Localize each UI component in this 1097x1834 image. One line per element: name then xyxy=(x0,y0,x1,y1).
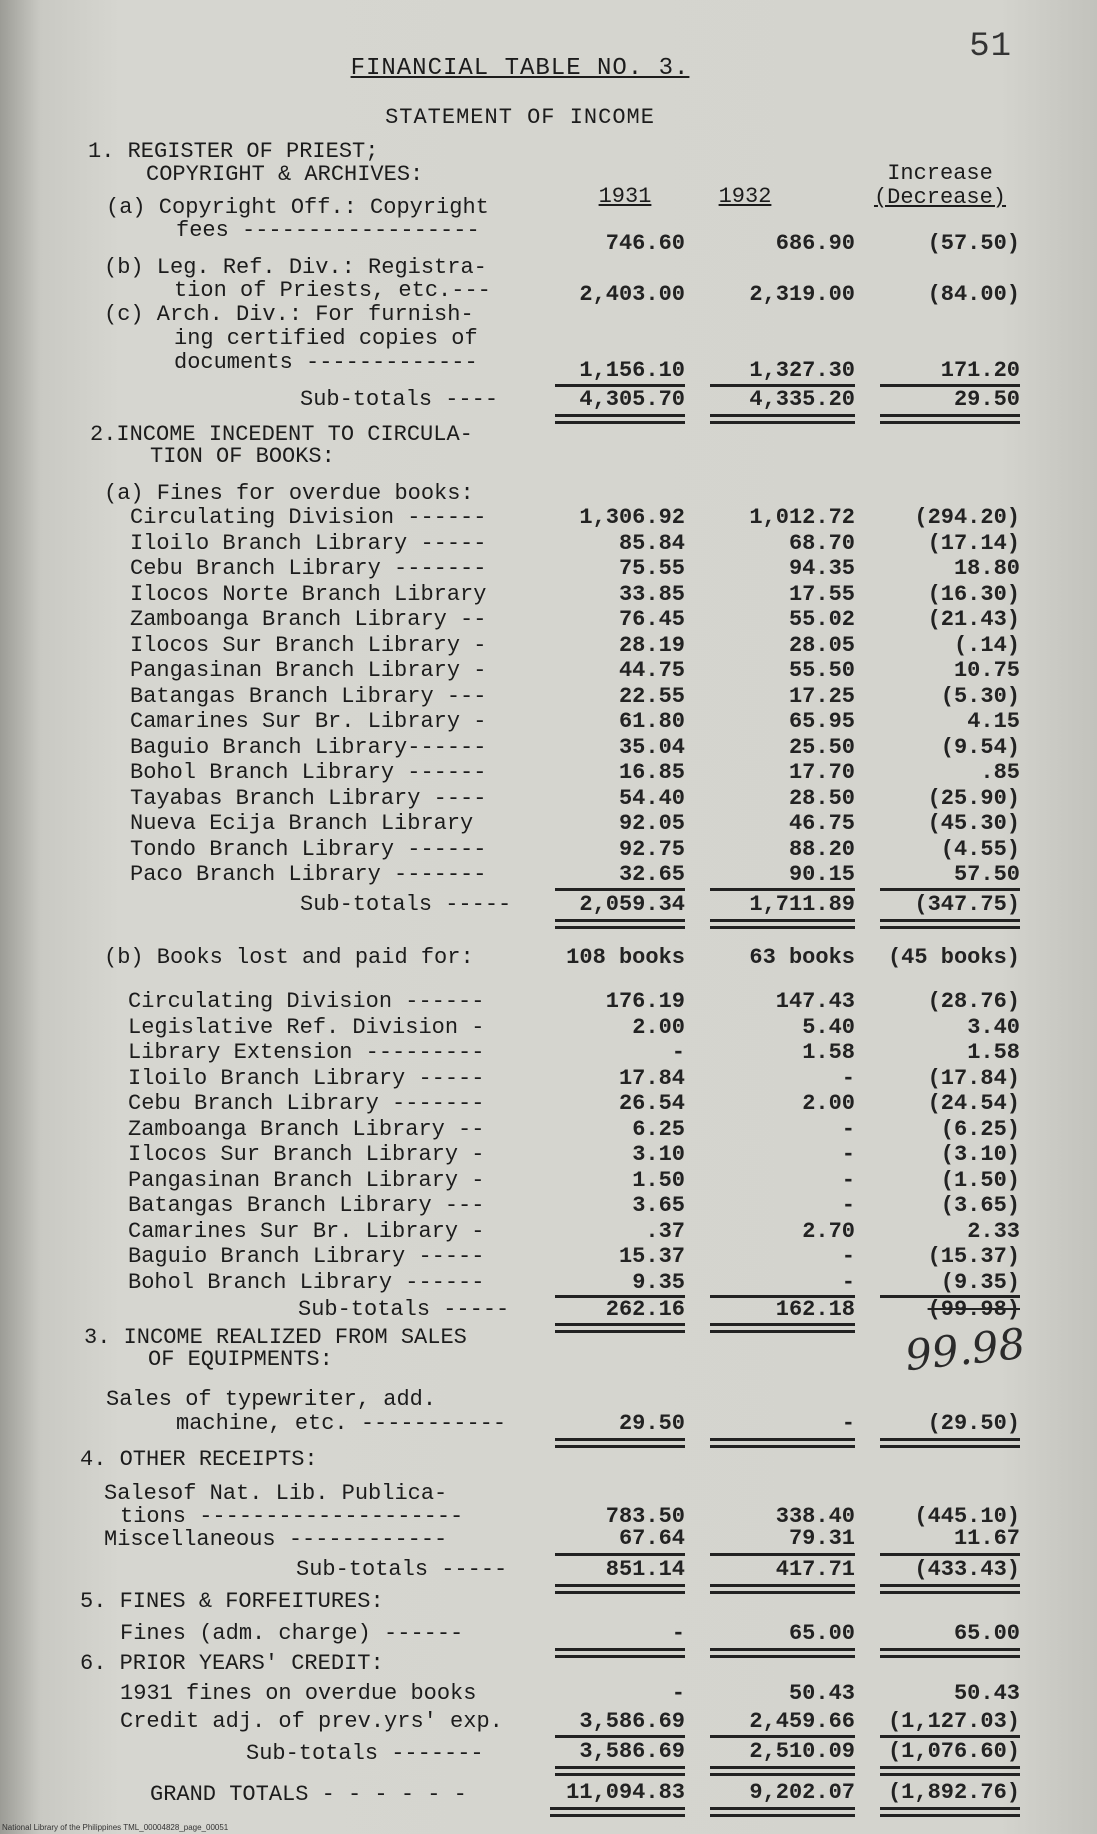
double-underline xyxy=(555,414,685,424)
handwritten-correction: 99.98 xyxy=(902,1318,1028,1381)
sec2-heading-2: TION OF BOOKS: xyxy=(150,444,335,469)
row-value-change: (4.55) xyxy=(940,836,1020,862)
row-value-1932: 90.15 xyxy=(788,862,855,887)
row-value-1932: 88.20 xyxy=(788,836,855,862)
row-value-change: (15.37) xyxy=(927,1244,1020,1269)
row-value-change: (17.14) xyxy=(927,530,1020,556)
sec4-publications-label: Salesof Nat. Lib. Publica- xyxy=(104,1481,448,1506)
row-value-1931: 16.85 xyxy=(618,760,685,785)
row-value-1931: 33.85 xyxy=(618,581,685,607)
double-underline xyxy=(880,1584,1020,1594)
row-value-1931: 85.84 xyxy=(618,530,685,556)
row-value-change: (25.90) xyxy=(927,785,1020,811)
row-value-1931: 176.19 xyxy=(605,989,685,1014)
row-value-1932: 2.70 xyxy=(802,1218,855,1244)
row-value-change: 18.80 xyxy=(953,556,1020,581)
sec4-publications-1931: 783.50 xyxy=(605,1504,685,1529)
sec1-a-label: (a) Copyright Off.: Copyright xyxy=(106,195,489,220)
sec2-b-subtotal-1931: 262.16 xyxy=(605,1297,685,1322)
sec1-heading: 1. REGISTER OF PRIEST; xyxy=(88,139,379,164)
row-value-change: (6.25) xyxy=(940,1116,1020,1142)
row-value-1931: 17.84 xyxy=(618,1065,685,1091)
row-label: Ilocos Norte Branch Library xyxy=(130,581,487,607)
row-value-1931: 76.45 xyxy=(618,607,685,632)
row-label: Bohol Branch Library ------ xyxy=(130,760,487,785)
archive-footer: National Library of the Philippines TML_00004828_page_00051 xyxy=(2,1823,229,1832)
double-underline xyxy=(550,1807,685,1817)
double-underline xyxy=(555,1648,685,1658)
row-value-1931: 75.55 xyxy=(618,556,685,581)
col-header-1932: 1932 xyxy=(718,184,772,209)
sec1-b-1931: 2,403.00 xyxy=(579,282,685,307)
row-value-change: (28.76) xyxy=(927,989,1020,1014)
row-value-1931: 2.00 xyxy=(632,1014,685,1040)
col-header-1931: 1931 xyxy=(598,184,652,209)
sec2-b-heading: (b) Books lost and paid for: xyxy=(104,945,474,970)
row-label: Ilocos Sur Branch Library - xyxy=(128,1142,485,1167)
row-value-change: (3.10) xyxy=(940,1142,1020,1167)
sec5-1932: 65.00 xyxy=(788,1621,855,1646)
row-value-1931: 54.40 xyxy=(618,785,685,811)
row-value-change: (5.30) xyxy=(940,683,1020,709)
row-value-1932: 17.55 xyxy=(788,581,855,607)
row-value-1932: 1.58 xyxy=(802,1040,855,1065)
underline xyxy=(555,1735,685,1738)
double-underline xyxy=(880,1438,1020,1448)
double-underline xyxy=(880,919,1020,929)
sec6-subtotal-1931: 3,586.69 xyxy=(579,1739,685,1764)
double-underline xyxy=(880,1648,1020,1658)
double-underline xyxy=(880,1766,1020,1776)
row-value-1931: 44.75 xyxy=(618,658,685,683)
row-value-1932: 46.75 xyxy=(788,811,855,836)
sec6-subtotal-1932: 2,510.09 xyxy=(749,1739,855,1764)
row-label: Circulating Division ------ xyxy=(128,989,485,1014)
sec6-credit-1931: 3,586.69 xyxy=(579,1709,685,1734)
row-value-1932: 17.25 xyxy=(788,683,855,709)
double-underline xyxy=(555,1584,685,1594)
sec6-subtotal-change: (1,076.60) xyxy=(887,1739,1020,1764)
sec2-b-count-change: (45 books) xyxy=(887,945,1020,970)
sec3-heading: 3. INCOME REALIZED FROM SALES xyxy=(84,1325,467,1350)
row-value-change: 2.33 xyxy=(967,1218,1020,1244)
sec3-label-2: machine, etc. ----------- xyxy=(176,1411,507,1436)
sec5-label: Fines (adm. charge) ------ xyxy=(120,1621,464,1646)
row-label: Library Extension --------- xyxy=(128,1040,485,1065)
double-underline xyxy=(710,1766,855,1776)
row-label: Paco Branch Library ------- xyxy=(130,862,487,887)
row-value-1931: 1.50 xyxy=(632,1167,685,1193)
row-value-change: (9.35) xyxy=(940,1269,1020,1295)
row-label: Nueva Ecija Branch Library xyxy=(130,811,474,836)
sec6-fines-label: 1931 fines on overdue books xyxy=(120,1681,477,1706)
sec4-subtotal-label: Sub-totals ----- xyxy=(296,1557,508,1582)
sec1-subtotal-change: 29.50 xyxy=(953,387,1020,412)
row-value-1932: - xyxy=(841,1065,855,1091)
sec2-b-subtotal-label: Sub-totals ----- xyxy=(298,1297,510,1322)
sec4-misc-1931: 67.64 xyxy=(618,1526,685,1551)
row-value-1932: 65.95 xyxy=(788,709,855,734)
row-value-change: (17.84) xyxy=(927,1065,1020,1091)
row-label: Camarines Sur Br. Library - xyxy=(128,1218,485,1244)
sec3-heading-2: OF EQUIPMENTS: xyxy=(148,1347,333,1372)
sec4-misc-label: Miscellaneous ------------ xyxy=(104,1527,448,1552)
row-value-1932: - xyxy=(841,1193,855,1218)
row-value-change: 4.15 xyxy=(967,709,1020,734)
sec2-a-subtotal-label: Sub-totals ----- xyxy=(300,892,512,917)
sec5-1931: - xyxy=(671,1621,685,1646)
row-label: Iloilo Branch Library ----- xyxy=(128,1065,485,1091)
sec6-subtotal-label: Sub-totals ------- xyxy=(246,1741,484,1766)
row-value-1932: 55.50 xyxy=(788,658,855,683)
sec4-subtotal-change: (433.43) xyxy=(914,1557,1020,1582)
row-value-1931: 28.19 xyxy=(618,632,685,658)
row-value-1932: - xyxy=(841,1116,855,1142)
row-label: Pangasinan Branch Library - xyxy=(130,658,487,683)
table-subtitle: STATEMENT OF INCOME xyxy=(385,105,655,130)
row-label: Batangas Branch Library --- xyxy=(130,683,487,709)
sec1-c-change: 171.20 xyxy=(940,358,1020,383)
row-value-change: (16.30) xyxy=(927,581,1020,607)
row-label: Camarines Sur Br. Library - xyxy=(130,709,487,734)
row-label: Legislative Ref. Division - xyxy=(128,1014,485,1040)
row-value-change: 3.40 xyxy=(967,1014,1020,1040)
sec1-b-change: (84.00) xyxy=(927,282,1020,307)
sec4-publications-1932: 338.40 xyxy=(775,1504,855,1529)
row-value-1932: - xyxy=(841,1244,855,1269)
row-label: Baguio Branch Library------ xyxy=(130,734,487,760)
row-value-1931: 3.65 xyxy=(632,1193,685,1218)
row-label: Tondo Branch Library ------ xyxy=(130,836,487,862)
sec6-fines-change: 50.43 xyxy=(953,1681,1020,1706)
row-value-change: .85 xyxy=(980,760,1020,785)
row-label: Pangasinan Branch Library - xyxy=(128,1167,485,1193)
row-value-1932: - xyxy=(841,1269,855,1295)
sec1-a-1932: 686.90 xyxy=(775,231,855,256)
double-underline xyxy=(555,1438,685,1448)
row-label: Tayabas Branch Library ---- xyxy=(130,785,487,811)
sec1-c-label-3: documents ------------- xyxy=(174,350,478,375)
sec1-subtotal-1931: 4,305.70 xyxy=(579,387,685,412)
underline xyxy=(710,1553,855,1556)
row-value-1931: 35.04 xyxy=(618,734,685,760)
double-underline xyxy=(555,1323,685,1333)
sec3-1932: - xyxy=(841,1411,855,1436)
grand-total-1931: 11,094.83 xyxy=(566,1780,685,1805)
sec1-a-change: (57.50) xyxy=(927,231,1020,256)
sec2-a-subtotal-1931: 2,059.34 xyxy=(579,892,685,917)
sec4-subtotal-1931: 851.14 xyxy=(605,1557,685,1582)
sec1-c-label-2: ing certified copies of xyxy=(174,326,478,351)
row-label: Bohol Branch Library ------ xyxy=(128,1269,485,1295)
sec2-b-subtotal-1932: 162.18 xyxy=(775,1297,855,1322)
sec2-a-heading: (a) Fines for overdue books: xyxy=(104,481,474,506)
row-value-1931: - xyxy=(671,1040,685,1065)
row-value-1931: .37 xyxy=(645,1218,685,1244)
sec3-label: Sales of typewriter, add. xyxy=(106,1387,437,1412)
row-value-1932: 68.70 xyxy=(788,530,855,556)
sec5-heading: 5. FINES & FORFEITURES: xyxy=(80,1589,384,1614)
row-label: Cebu Branch Library ------- xyxy=(130,556,487,581)
underline xyxy=(880,1553,1020,1556)
sec6-fines-1931: - xyxy=(671,1681,685,1706)
row-value-1932: 5.40 xyxy=(802,1014,855,1040)
sec6-credit-1932: 2,459.66 xyxy=(749,1709,855,1734)
row-value-change: (24.54) xyxy=(927,1091,1020,1116)
row-label: Batangas Branch Library --- xyxy=(128,1193,485,1218)
sec2-b-count-1931: 108 books xyxy=(566,945,685,970)
row-label: Cebu Branch Library ------- xyxy=(128,1091,485,1116)
grand-total-label: GRAND TOTALS - - - - - - xyxy=(150,1782,467,1807)
sec4-misc-1932: 79.31 xyxy=(788,1526,855,1551)
grand-total-change: (1,892.76) xyxy=(887,1780,1020,1805)
row-value-1931: 9.35 xyxy=(632,1269,685,1295)
row-value-1931: 26.54 xyxy=(618,1091,685,1116)
double-underline xyxy=(710,1648,855,1658)
sec2-a-subtotal-change: (347.75) xyxy=(914,892,1020,917)
sec2-b-count-1932: 63 books xyxy=(749,945,855,970)
row-value-1931: 22.55 xyxy=(618,683,685,709)
row-value-change: 10.75 xyxy=(953,658,1020,683)
underline xyxy=(555,888,685,891)
row-label: Iloilo Branch Library ----- xyxy=(130,530,487,556)
row-value-1932: - xyxy=(841,1142,855,1167)
row-value-1931: 32.65 xyxy=(618,862,685,887)
underline xyxy=(880,1735,1020,1738)
row-value-1932: 55.02 xyxy=(788,607,855,632)
underline xyxy=(555,1553,685,1556)
sec4-misc-change: 11.67 xyxy=(953,1526,1020,1551)
sec6-fines-1932: 50.43 xyxy=(788,1681,855,1706)
underline xyxy=(710,1735,855,1738)
row-value-1931: 1,306.92 xyxy=(579,505,685,530)
sec1-heading-2: COPYRIGHT & ARCHIVES: xyxy=(146,162,424,187)
sec1-c-1931: 1,156.10 xyxy=(579,358,685,383)
sec4-heading: 4. OTHER RECEIPTS: xyxy=(80,1447,318,1472)
sec4-subtotal-1932: 417.71 xyxy=(775,1557,855,1582)
sec4-publications-change: (445.10) xyxy=(914,1504,1020,1529)
row-value-1932: 25.50 xyxy=(788,734,855,760)
sec6-credit-label: Credit adj. of prev.yrs' exp. xyxy=(120,1709,503,1734)
row-label: Zamboanga Branch Library -- xyxy=(128,1116,485,1142)
row-value-1931: 61.80 xyxy=(618,709,685,734)
col-header-change-1: Increase xyxy=(887,161,993,186)
row-value-1931: 92.75 xyxy=(618,836,685,862)
row-value-change: (1.50) xyxy=(940,1167,1020,1193)
col-header-change-2: (Decrease) xyxy=(873,185,1007,210)
sec1-b-label: (b) Leg. Ref. Div.: Registra- xyxy=(104,255,487,280)
double-underline xyxy=(710,919,855,929)
page-number: 51 xyxy=(969,28,1012,66)
double-underline xyxy=(555,1766,685,1776)
row-value-change: (.14) xyxy=(953,632,1020,658)
double-underline xyxy=(880,1807,1020,1817)
sec1-c-1932: 1,327.30 xyxy=(749,358,855,383)
double-underline xyxy=(710,1584,855,1594)
row-value-change: 57.50 xyxy=(953,862,1020,887)
row-value-change: (45.30) xyxy=(927,811,1020,836)
underline xyxy=(710,888,855,891)
sec1-subtotal-label: Sub-totals ---- xyxy=(300,387,499,412)
double-underline xyxy=(710,414,855,424)
table-title: FINANCIAL TABLE NO. 3. xyxy=(350,55,690,82)
row-value-1931: 92.05 xyxy=(618,811,685,836)
grand-total-1932: 9,202.07 xyxy=(749,1780,855,1805)
sec1-a-1931: 746.60 xyxy=(605,231,685,256)
row-value-1932: 17.70 xyxy=(788,760,855,785)
row-value-1932: 147.43 xyxy=(775,989,855,1014)
double-underline xyxy=(555,919,685,929)
sec2-b-subtotal-change: (99.98) xyxy=(927,1297,1020,1322)
sec5-change: 65.00 xyxy=(953,1621,1020,1646)
row-label: Circulating Division ------ xyxy=(130,505,487,530)
row-value-change: (3.65) xyxy=(940,1193,1020,1218)
sec1-c-label: (c) Arch. Div.: For furnish- xyxy=(104,302,474,327)
row-value-1931: 15.37 xyxy=(618,1244,685,1269)
row-value-1932: 28.05 xyxy=(788,632,855,658)
row-label: Zamboanga Branch Library -- xyxy=(130,607,487,632)
sec2-a-subtotal-1932: 1,711.89 xyxy=(749,892,855,917)
row-value-change: 1.58 xyxy=(967,1040,1020,1065)
sec3-change: (29.50) xyxy=(927,1411,1020,1436)
sec6-heading: 6. PRIOR YEARS' CREDIT: xyxy=(80,1651,384,1676)
double-underline xyxy=(710,1438,855,1448)
row-value-1932: 28.50 xyxy=(788,785,855,811)
row-value-1932: - xyxy=(841,1167,855,1193)
underline xyxy=(880,888,1020,891)
double-underline xyxy=(710,1323,855,1333)
row-value-1932: 1,012.72 xyxy=(749,505,855,530)
sec6-credit-change: (1,127.03) xyxy=(887,1709,1020,1734)
sec4-publications-label-2: tions -------------------- xyxy=(120,1504,464,1529)
row-value-change: (9.54) xyxy=(940,734,1020,760)
row-value-change: (21.43) xyxy=(927,607,1020,632)
sec1-b-label-2: tion of Priests, etc.--- xyxy=(174,278,491,303)
sec1-subtotal-1932: 4,335.20 xyxy=(749,387,855,412)
row-value-change: (294.20) xyxy=(914,505,1020,530)
row-value-1931: 3.10 xyxy=(632,1142,685,1167)
row-value-1932: 94.35 xyxy=(788,556,855,581)
double-underline xyxy=(710,1807,855,1817)
sec3-1931: 29.50 xyxy=(618,1411,685,1436)
row-value-1931: 6.25 xyxy=(632,1116,685,1142)
sec2-heading: 2.INCOME INCEDENT TO CIRCULA- xyxy=(90,422,473,447)
sec1-a-label-2: fees ------------------ xyxy=(176,218,480,243)
row-label: Baguio Branch Library ----- xyxy=(128,1244,485,1269)
row-label: Ilocos Sur Branch Library - xyxy=(130,632,487,658)
row-value-1932: 2.00 xyxy=(802,1091,855,1116)
sec1-b-1932: 2,319.00 xyxy=(749,282,855,307)
double-underline xyxy=(880,414,1020,424)
